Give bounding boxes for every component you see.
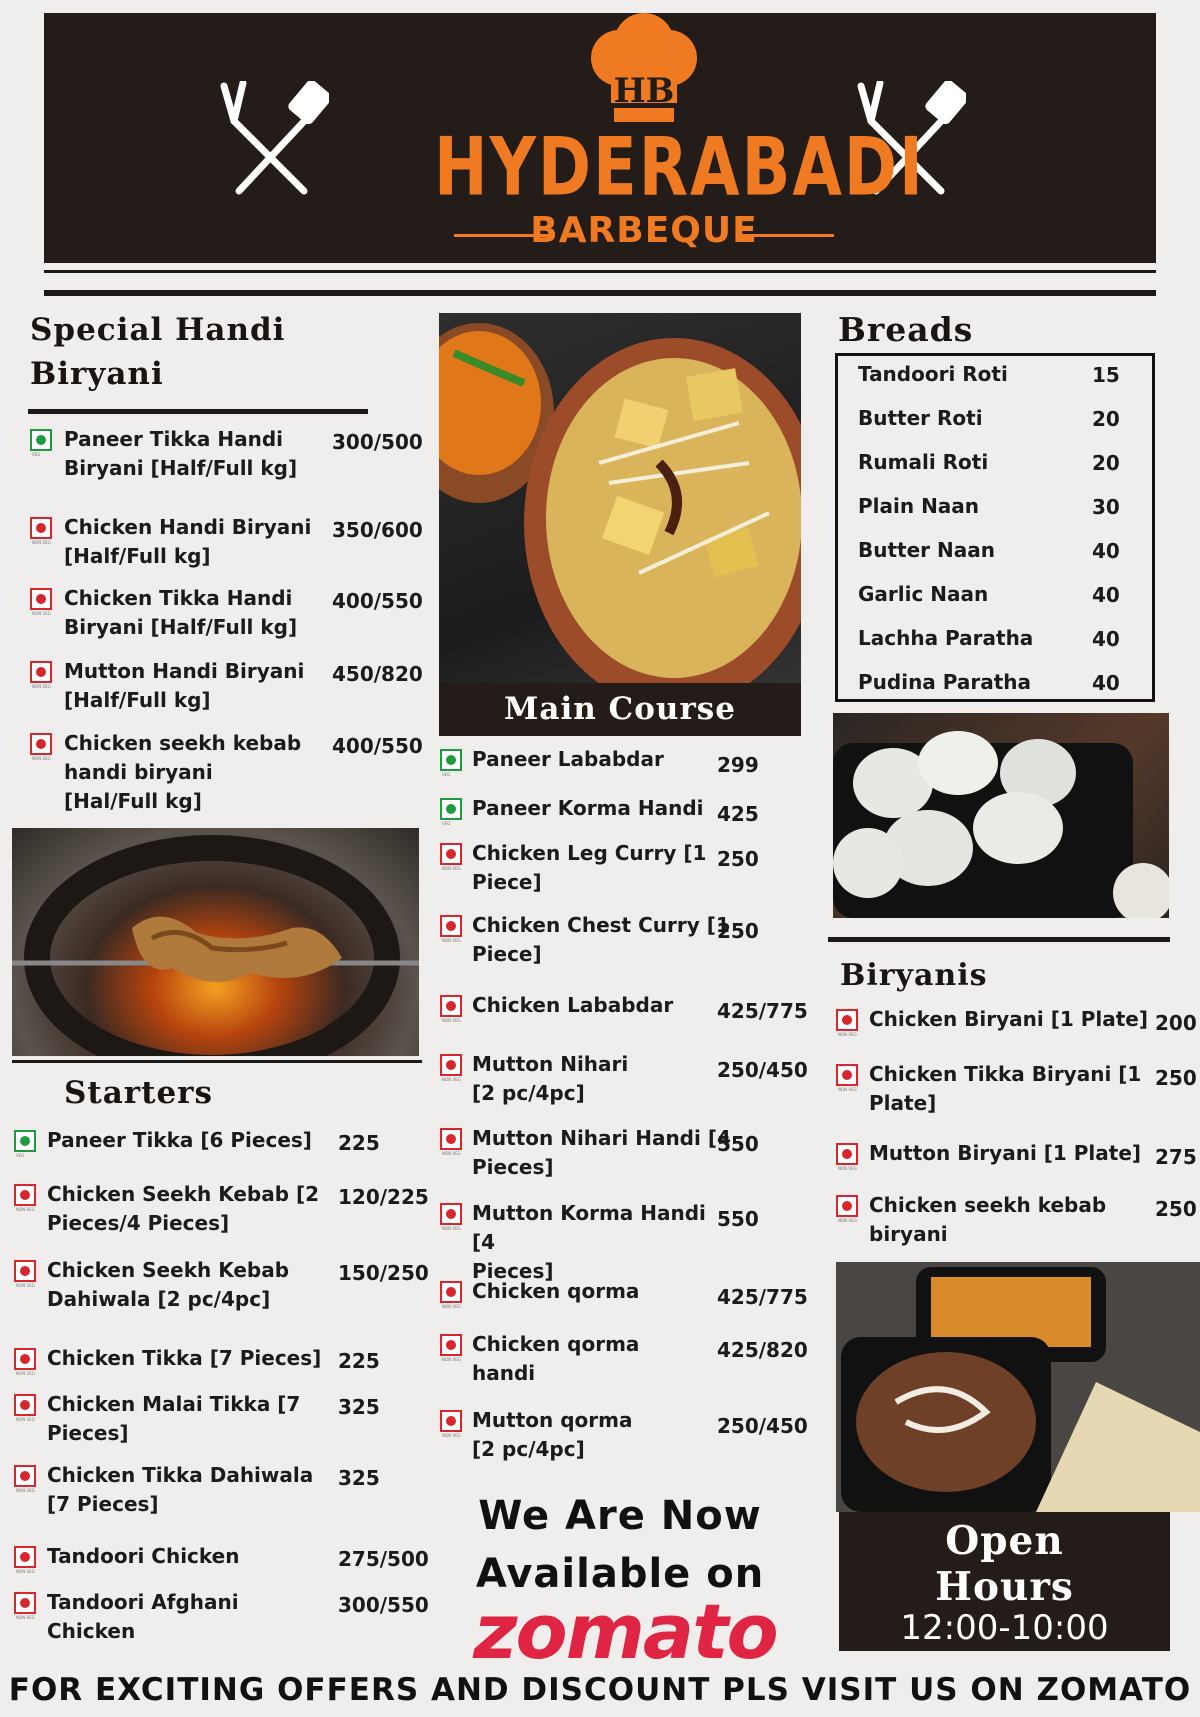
bread-item-name: Butter Roti (858, 406, 983, 430)
menu-item-name (472, 1124, 732, 1182)
item-name-line: [Hal/Full kg] (64, 789, 202, 813)
menu-item-price: 250 (1155, 1197, 1197, 1221)
item-name-line: Plate] (869, 1091, 937, 1115)
open-hours-time: 12:00-10:00 (900, 1608, 1109, 1648)
bread-item-price: 40 (1092, 583, 1120, 607)
item-name-line: Dahiwala [2 pc/4pc] (47, 1287, 271, 1311)
menu-item-name (47, 1256, 327, 1314)
menu-item-price: 300/550 (338, 1593, 429, 1617)
diet-tag: NON VEG (442, 1433, 461, 1438)
menu-item-name (64, 584, 334, 642)
menu-item-name (869, 1139, 1149, 1168)
item-name-line: Chicken seekh kebab (64, 731, 302, 755)
nonveg-marker-icon (440, 1054, 462, 1076)
menu-item-price: 275/500 (338, 1547, 429, 1571)
diet-tag: NON VEG (16, 1488, 35, 1493)
item-name-line: Chicken Lababdar (472, 993, 674, 1017)
menu-item-price: 550 (717, 1132, 759, 1156)
item-name-line: Tandoori Afghani (47, 1590, 239, 1614)
item-name-line: Chicken (47, 1619, 136, 1643)
item-name-line: [Half/Full kg] (64, 688, 211, 712)
diet-tag: NON VEG (442, 866, 461, 871)
bread-item-name: Lachha Paratha (858, 626, 1034, 650)
malai-tikka-photo (833, 713, 1169, 918)
item-name-line: [2 pc/4pc] (472, 1081, 585, 1105)
bread-item-name: Pudina Paratha (858, 670, 1032, 694)
brand-name: HYDERABADI (434, 121, 925, 215)
bread-item-price: 15 (1092, 363, 1120, 387)
item-name-line: Mutton Nihari (472, 1052, 629, 1076)
diet-tag: NON VEG (442, 1077, 461, 1082)
title-line: Special Handi (30, 312, 286, 348)
diet-tag: NON VEG (838, 1166, 857, 1171)
handi-pot-illustration (439, 313, 801, 736)
veg-marker-icon (440, 798, 462, 820)
item-name-line: Pieces] (472, 1155, 554, 1179)
menu-item-name (64, 425, 334, 483)
nonveg-marker-icon (440, 1281, 462, 1303)
item-name-line: Tandoori Chicken (47, 1544, 240, 1568)
item-name-line: Piece] (472, 942, 542, 966)
item-name-line: Mutton Nihari Handi [4 (472, 1126, 731, 1150)
nonveg-marker-icon (440, 995, 462, 1017)
nonveg-marker-icon (14, 1260, 36, 1282)
item-name-line: Pieces] (472, 1259, 554, 1283)
menu-item-name (64, 657, 334, 715)
diet-tag: NON VEG (442, 1226, 461, 1231)
item-name-line: Biryani [Half/Full kg] (64, 615, 298, 639)
menu-item-price: 299 (717, 753, 759, 777)
item-name-line: [Half/Full kg] (64, 544, 211, 568)
item-name-line: Mutton Biryani [1 Plate] (869, 1141, 1142, 1165)
menu-item-name (869, 1060, 1149, 1118)
diet-tag: NON VEG (16, 1371, 35, 1376)
menu-item-price: 250 (1155, 1066, 1197, 1090)
bread-item-name: Butter Naan (858, 538, 995, 562)
item-name-line: Piece] (472, 870, 542, 894)
menu-item-name (472, 1050, 732, 1108)
footer-banner: FOR EXCITING OFFERS AND DISCOUNT PLS VISIT US ON ZOMATO (8, 1672, 1192, 1708)
nonveg-marker-icon (14, 1184, 36, 1206)
diet-tag: VEG (32, 452, 41, 457)
menu-item-name (47, 1390, 327, 1448)
menu-item-name (64, 513, 334, 571)
main-course-title: Main Course (439, 683, 801, 736)
menu-item-price: 150/250 (338, 1261, 429, 1285)
nonveg-marker-icon (836, 1064, 858, 1086)
item-name-line: Chicken Leg Curry [1 (472, 841, 707, 865)
diet-tag: NON VEG (16, 1207, 35, 1212)
nonveg-marker-icon (14, 1592, 36, 1614)
header-rule (44, 290, 1156, 296)
promo-text (440, 1487, 800, 1603)
bread-item-price: 30 (1092, 495, 1120, 519)
item-name-line: Chicken Tikka Dahiwala (47, 1463, 314, 1487)
item-name-line: Paneer Lababdar (472, 747, 664, 771)
menu-item-price: 275 (1155, 1145, 1197, 1169)
nonveg-marker-icon (440, 915, 462, 937)
menu-item-price: 350/600 (332, 518, 423, 542)
bread-item-name: Garlic Naan (858, 582, 989, 606)
bread-item-price: 40 (1092, 539, 1120, 563)
menu-item-price: 325 (338, 1395, 380, 1419)
nonveg-marker-icon (14, 1546, 36, 1568)
item-name-line: Paneer Korma Handi (472, 796, 704, 820)
nonveg-marker-icon (14, 1465, 36, 1487)
item-name-line: Chicken Tikka [7 Pieces] (47, 1346, 322, 1370)
nonveg-marker-icon (836, 1009, 858, 1031)
item-name-line: Mutton Handi Biryani (64, 659, 305, 683)
veg-marker-icon (14, 1130, 36, 1152)
menu-item-name (47, 1180, 327, 1238)
menu-item-name (47, 1542, 327, 1571)
menu-item-price: 300/500 (332, 430, 423, 454)
item-name-line: Mutton Korma Handi [4 (472, 1201, 706, 1254)
nonveg-marker-icon (440, 1203, 462, 1225)
menu-item-price: 425/775 (717, 999, 808, 1023)
nonveg-marker-icon (836, 1195, 858, 1217)
nonveg-marker-icon (30, 588, 52, 610)
bread-item-price: 20 (1092, 451, 1120, 475)
nonveg-marker-icon (30, 661, 52, 683)
menu-item-price: 250/450 (717, 1414, 808, 1438)
diet-tag: NON VEG (838, 1032, 857, 1037)
item-name-line: Paneer Tikka Handi (64, 427, 284, 451)
menu-item-name (47, 1344, 327, 1373)
item-name-line: [2 pc/4pc] (472, 1437, 585, 1461)
diet-tag: NON VEG (32, 611, 51, 616)
bread-item-name: Plain Naan (858, 494, 980, 518)
menu-item-price: 400/550 (332, 589, 423, 613)
item-name-line: Chicken Malai Tikka [7 (47, 1392, 301, 1416)
menu-item-name (472, 1330, 732, 1388)
menu-item-price: 250 (717, 919, 759, 943)
diet-tag: NON VEG (838, 1087, 857, 1092)
menu-item-price: 400/550 (332, 734, 423, 758)
nonveg-marker-icon (440, 1334, 462, 1356)
thali-illustration (836, 1262, 1200, 1512)
menu-item-name (472, 1277, 732, 1306)
diet-tag: NON VEG (442, 1151, 461, 1156)
dal-naan-photo (836, 1262, 1200, 1512)
item-name-line: Chicken Seekh Kebab [2 (47, 1182, 320, 1206)
item-name-line: Chicken qorma (472, 1332, 640, 1356)
fork-spatula-icon (219, 81, 329, 201)
header-banner (44, 13, 1156, 263)
zomato-logo: zomato (473, 1587, 777, 1676)
menu-item-name (47, 1588, 327, 1646)
menu-item-name (472, 745, 732, 774)
menu-item-price: 250/450 (717, 1058, 808, 1082)
menu-item-price: 425 (717, 802, 759, 826)
menu-item-name (472, 1406, 732, 1464)
menu-item-name (64, 729, 334, 816)
tikka-tray-illustration (833, 713, 1169, 918)
skewer-illustration (12, 828, 419, 1056)
veg-marker-icon (30, 429, 52, 451)
bread-item-name: Tandoori Roti (858, 362, 1008, 386)
bread-item-name: Rumali Roti (858, 450, 989, 474)
menu-item-price: 200 (1155, 1011, 1197, 1035)
menu-item-price: 250 (717, 847, 759, 871)
item-name-line: [7 Pieces] (47, 1492, 159, 1516)
nonveg-marker-icon (440, 843, 462, 865)
promo-line: Available on (475, 1551, 765, 1597)
menu-item-name (47, 1461, 327, 1519)
diet-tag: NON VEG (442, 1018, 461, 1023)
item-name-line: Pieces/4 Pieces] (47, 1211, 230, 1235)
bread-item-price: 40 (1092, 671, 1120, 695)
menu-item-price: 550 (717, 1207, 759, 1231)
menu-item-name (47, 1126, 327, 1155)
nonveg-marker-icon (30, 733, 52, 755)
diet-tag: NON VEG (16, 1615, 35, 1620)
item-name-line: Chicken seekh kebab (869, 1193, 1107, 1217)
header-rule (44, 270, 1156, 273)
section-rule (12, 1060, 422, 1063)
title-line: Biryani (30, 356, 164, 392)
diet-tag: NON VEG (16, 1417, 35, 1422)
menu-item-price: 450/820 (332, 662, 423, 686)
nonveg-marker-icon (14, 1348, 36, 1370)
breads-title: Breads (838, 310, 974, 349)
logo-monogram: HB (613, 71, 675, 111)
diet-tag: VEG (16, 1153, 25, 1158)
item-name-line: Mutton qorma (472, 1408, 633, 1432)
item-name-line: Chicken qorma (472, 1279, 640, 1303)
item-name-line: biryani (869, 1222, 948, 1246)
item-name-line: Paneer Tikka [6 Pieces] (47, 1128, 312, 1152)
diet-tag: NON VEG (32, 540, 51, 545)
brand-logo (434, 13, 925, 263)
diet-tag: NON VEG (16, 1569, 35, 1574)
bread-item-price: 40 (1092, 627, 1120, 651)
nonveg-marker-icon (836, 1143, 858, 1165)
bread-item-price: 20 (1092, 407, 1120, 431)
handi-biryani-photo (439, 313, 801, 736)
menu-item-price: 225 (338, 1131, 380, 1155)
item-name-line: Chicken Handi Biryani (64, 515, 312, 539)
menu-item-price: 425/775 (717, 1285, 808, 1309)
menu-item-price: 325 (338, 1466, 380, 1490)
hours-title-line: Open (945, 1518, 1064, 1564)
menu-item-name (472, 991, 732, 1020)
section-rule (28, 409, 368, 414)
item-name-line: Biryani [Half/Full kg] (64, 456, 298, 480)
item-name-line: Chicken Chest Curry [1 (472, 913, 730, 937)
diet-tag: NON VEG (32, 684, 51, 689)
menu-item-name (472, 794, 732, 823)
item-name-line: Chicken Tikka Handi (64, 586, 293, 610)
menu-item-price: 120/225 (338, 1185, 429, 1209)
brand-sub: BARBEQUE (530, 210, 758, 251)
diet-tag: NON VEG (442, 1357, 461, 1362)
item-name-line: Chicken Biryani [1 Plate] (869, 1007, 1149, 1031)
item-name-line: handi (472, 1361, 536, 1385)
biryanis-title: Biryanis (840, 958, 988, 993)
nonveg-marker-icon (440, 1410, 462, 1432)
diet-tag: NON VEG (32, 756, 51, 761)
starters-title: Starters (64, 1075, 213, 1111)
item-name-line: Chicken Seekh Kebab (47, 1258, 290, 1282)
tandoor-chicken-photo (12, 828, 419, 1056)
menu-item-name (472, 1199, 732, 1286)
item-name-line: Pieces] (47, 1421, 129, 1445)
diet-tag: NON VEG (442, 938, 461, 943)
menu-item-name (472, 911, 732, 969)
menu-item-name (472, 839, 732, 897)
hours-title-line: Hours (935, 1564, 1074, 1610)
diet-tag: VEG (442, 821, 451, 826)
nonveg-marker-icon (30, 517, 52, 539)
veg-marker-icon (440, 749, 462, 771)
diet-tag: VEG (442, 772, 451, 777)
diet-tag: NON VEG (838, 1218, 857, 1223)
diet-tag: NON VEG (442, 1304, 461, 1309)
special-handi-title (30, 308, 285, 396)
open-hours-title (839, 1518, 1170, 1610)
item-name-line: handi biryani (64, 760, 213, 784)
item-name-line: Chicken Tikka Biryani [1 (869, 1062, 1142, 1086)
diet-tag: NON VEG (16, 1283, 35, 1288)
nonveg-marker-icon (14, 1394, 36, 1416)
promo-line: We Are Now (478, 1493, 762, 1539)
section-rule (828, 937, 1170, 942)
menu-item-price: 225 (338, 1349, 380, 1373)
menu-item-price: 425/820 (717, 1338, 808, 1362)
open-hours-box (839, 1512, 1170, 1651)
menu-item-name (869, 1005, 1149, 1034)
menu-item-name (869, 1191, 1149, 1249)
nonveg-marker-icon (440, 1128, 462, 1150)
